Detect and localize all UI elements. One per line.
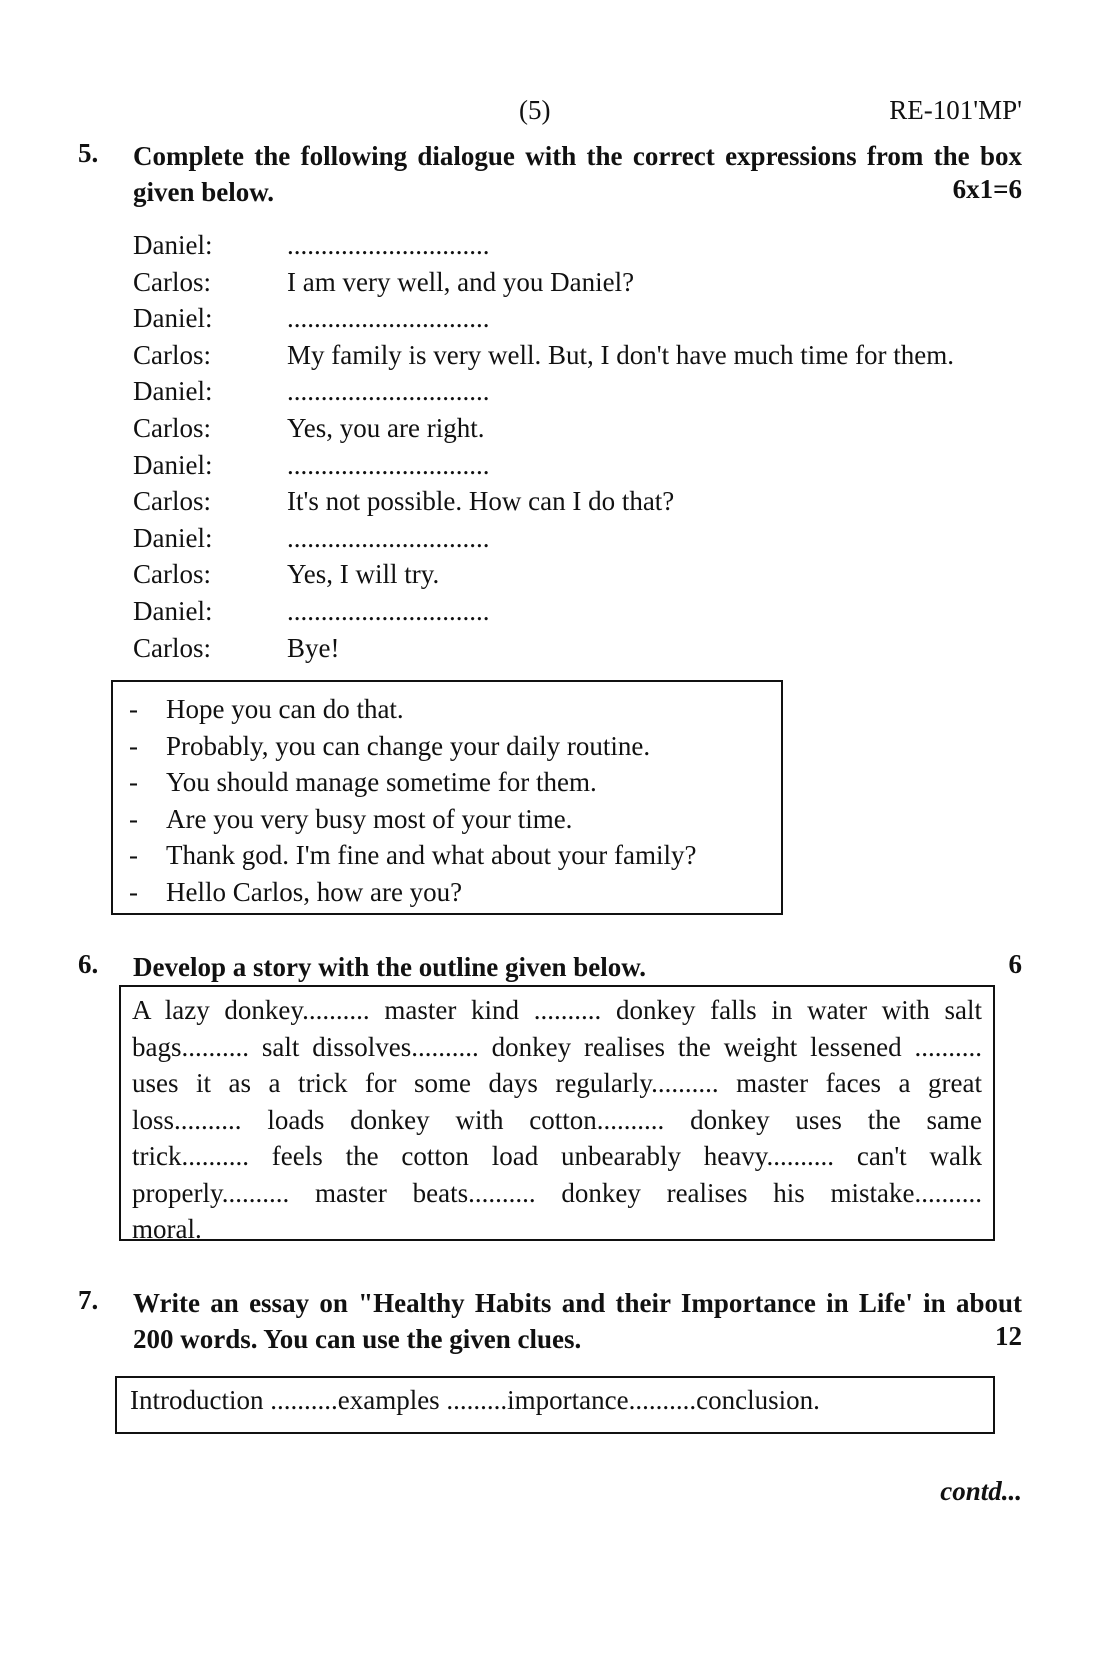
dialogue-row (133, 633, 954, 670)
outline-line: loss.......... loads donkey with cotton.......... donkey uses the same (132, 1104, 982, 1135)
dialogue-line: .............................. (287, 303, 490, 334)
speaker-name: Daniel: (133, 303, 213, 334)
option-item (113, 804, 781, 841)
q6-text: Develop a story with the outline given below. (133, 952, 646, 982)
bullet-dash: - (129, 730, 138, 761)
q6-marks: 6 (1008, 949, 1022, 979)
bullet-dash: - (129, 767, 138, 797)
dialogue-line: .............................. (287, 376, 490, 407)
options-box (111, 680, 783, 915)
bullet-dash: - (129, 694, 138, 724)
bullet-dash: - (129, 803, 138, 834)
dialogue-row (133, 303, 954, 340)
bullet-dash: - (129, 876, 138, 907)
speaker-name: Daniel: (133, 230, 213, 260)
outline-line: moral. (132, 1214, 202, 1244)
q5-number: 5. (78, 138, 99, 168)
option-text: Thank god. I'm fine and what about your family? (166, 840, 697, 870)
speaker-name: Daniel: (133, 376, 213, 407)
speaker-name: Carlos: (133, 339, 211, 370)
contd-label: contd... (940, 1476, 1022, 1506)
page-number: (5) (519, 95, 551, 125)
speaker-name: Carlos: (133, 632, 211, 663)
dialogue-row (133, 559, 954, 596)
dialogue-line: Yes, I will try. (287, 559, 440, 590)
dialogue-line: Yes, you are right. (287, 412, 485, 443)
option-text: Are you very busy most of your time. (166, 803, 573, 834)
essay-clues: Introduction ..........examples .........importance..........conclusion. (130, 1385, 820, 1415)
q6-number: 6. (78, 949, 99, 979)
option-item (113, 694, 781, 731)
dialogue-line: .............................. (287, 449, 490, 480)
option-item (113, 731, 781, 768)
outline-line: uses it as a trick for some days regularly.......... master faces a great (132, 1068, 982, 1098)
dialogue-line: .............................. (287, 522, 490, 553)
dialogue-line: .............................. (287, 230, 490, 260)
dialogue-row (133, 486, 954, 523)
dialogue-line: My family is very well. But, I don't have much time for them. (287, 339, 954, 370)
option-text: Probably, you can change your daily routine. (166, 730, 651, 761)
outline-line: bags.......... salt dissolves.......... donkey realises the weight lessened .......... (132, 1031, 982, 1062)
speaker-name: Daniel: (133, 522, 213, 553)
dialogue (133, 230, 954, 669)
speaker-name: Carlos: (133, 266, 211, 297)
outline-line: properly.......... master beats.......... donkey realises his mistake.......... (132, 1177, 982, 1208)
dialogue-row (133, 413, 954, 450)
speaker-name: Carlos: (133, 412, 211, 443)
dialogue-row (133, 450, 954, 487)
dialogue-row (133, 596, 954, 633)
q5-marks: 6x1=6 (952, 174, 1022, 204)
option-text: You should manage sometime for them. (166, 767, 597, 797)
option-item (113, 840, 781, 877)
q7-number: 7. (78, 1285, 99, 1315)
bullet-dash: - (129, 840, 138, 870)
q7-text: Write an essay on "Healthy Habits and their Importance in Life' in about 200 words. You can use the given clues. (133, 1288, 1022, 1354)
dialogue-row (133, 376, 954, 413)
paper-code: RE-101'MP' (889, 95, 1022, 125)
essay-clues-box (115, 1376, 995, 1434)
dialogue-row (133, 523, 954, 560)
option-item (113, 767, 781, 804)
option-text: Hope you can do that. (166, 694, 404, 724)
speaker-name: Carlos: (133, 559, 211, 590)
dialogue-line: It's not possible. How can I do that? (287, 486, 675, 517)
dialogue-line: .............................. (287, 595, 490, 626)
speaker-name: Daniel: (133, 449, 213, 480)
q7-marks: 12 (995, 1321, 1022, 1351)
speaker-name: Daniel: (133, 595, 213, 626)
dialogue-row (133, 230, 954, 267)
story-outline-box (119, 985, 995, 1244)
dialogue-line: I am very well, and you Daniel? (287, 266, 635, 297)
speaker-name: Carlos: (133, 486, 211, 517)
option-text: Hello Carlos, how are you? (166, 876, 463, 907)
option-item (113, 877, 781, 914)
dialogue-line: Bye! (287, 632, 340, 663)
outline-line: trick.......... feels the cotton load unbearably heavy.......... can't walk (132, 1141, 982, 1171)
dialogue-row (133, 267, 954, 304)
outline-line: A lazy donkey.......... master kind .......... donkey falls in water with salt (132, 995, 982, 1025)
q5-text: Complete the following dialogue with the correct expressions from the box given below. (133, 141, 1022, 207)
dialogue-row (133, 340, 954, 377)
